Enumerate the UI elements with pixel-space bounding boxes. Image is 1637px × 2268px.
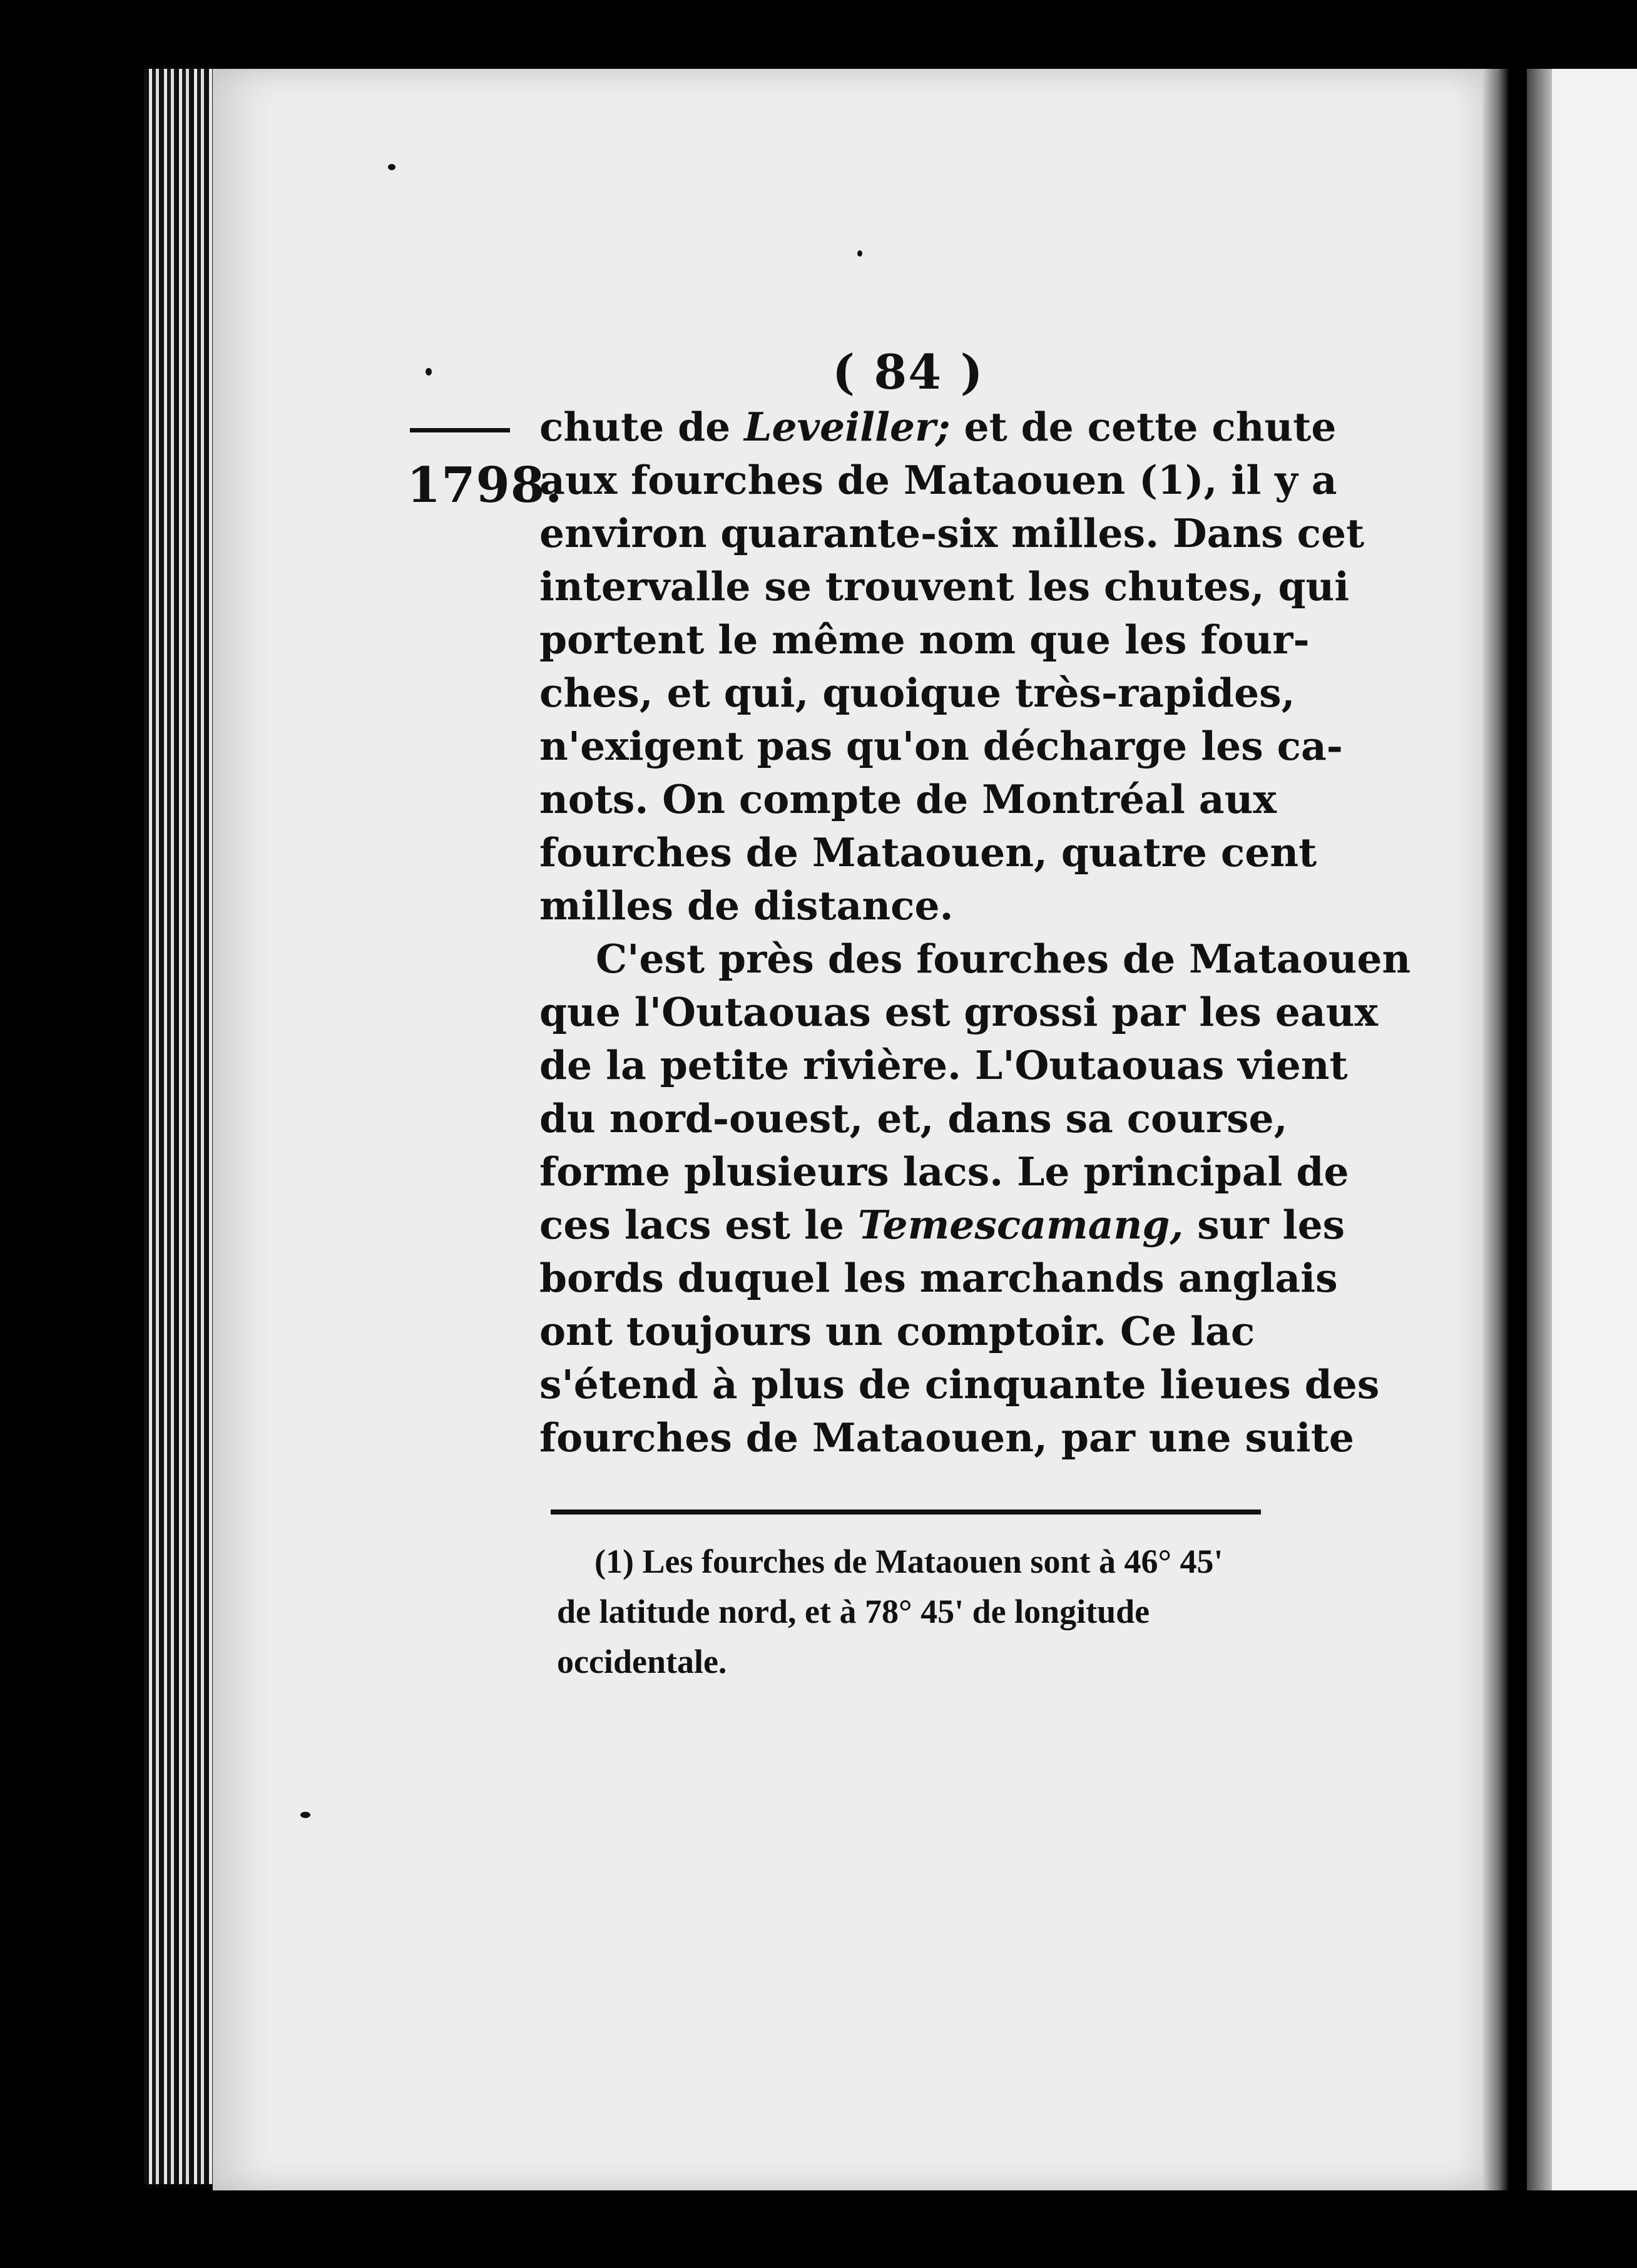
text-line: ches, et qui, quoique très-rapides, (539, 670, 1295, 716)
footnote-line: de latitude nord, et à 78° 45' de longitude (557, 1593, 1150, 1630)
text-line: s'étend à plus de cinquante lieues des (539, 1361, 1380, 1407)
book-gutter (1483, 69, 1508, 2190)
text-line: ces lacs est le Temescamang, sur les (539, 1202, 1345, 1248)
margin-rule (410, 428, 510, 432)
italic-place-name: Temescamang, (857, 1202, 1184, 1248)
text-line: milles de distance. (539, 882, 954, 929)
body-text (539, 401, 1411, 1464)
text-line: fourches de Mataouen, quatre cent (539, 829, 1317, 876)
footnote (557, 1536, 1264, 1687)
text-line: n'exigent pas qu'on décharge les ca- (539, 723, 1343, 769)
ink-speck (857, 250, 862, 257)
text-line: nots. On compte de Montréal aux (539, 776, 1277, 822)
text-line: ont toujours un comptoir. Ce lac (539, 1308, 1255, 1354)
ink-speck (426, 368, 432, 375)
text-line: chute de Leveiller; et de cette chute (539, 404, 1337, 450)
italic-place-name: Leveiller; (744, 404, 951, 450)
text-line: portent le même nom que les four- (539, 616, 1310, 663)
page-number: ( 84 ) (832, 344, 984, 400)
text-line: fourches de Mataouen, par une suite (539, 1414, 1354, 1461)
footnote-line: occidentale. (557, 1643, 727, 1680)
text-line: environ quarante-six milles. Dans cet (539, 510, 1365, 556)
facing-page (1527, 69, 1637, 2190)
footnote-rule (551, 1509, 1261, 1515)
ink-speck (388, 164, 395, 170)
text-line: bords duquel les marchands anglais (539, 1255, 1338, 1301)
text-line: forme plusieurs lacs. Le principal de (539, 1148, 1349, 1195)
text-line: du nord-ouest, et, dans sa course, (539, 1095, 1288, 1142)
footnote-line: (1) Les fourches de Mataouen sont à 46° 45' (594, 1543, 1223, 1580)
paragraph-start: C'est près des fourches de Mataouen (596, 936, 1411, 982)
text-line: intervalle se trouvent les chutes, qui (539, 563, 1350, 610)
ink-speck (300, 1812, 310, 1818)
margin-year: 1798. (407, 457, 563, 514)
text-line: aux fourches de Mataouen (1), il y a (539, 457, 1337, 503)
text-line: de la petite rivière. L'Outaouas vient (539, 1042, 1348, 1088)
text-line: que l'Outaouas est grossi par les eaux (539, 989, 1379, 1035)
